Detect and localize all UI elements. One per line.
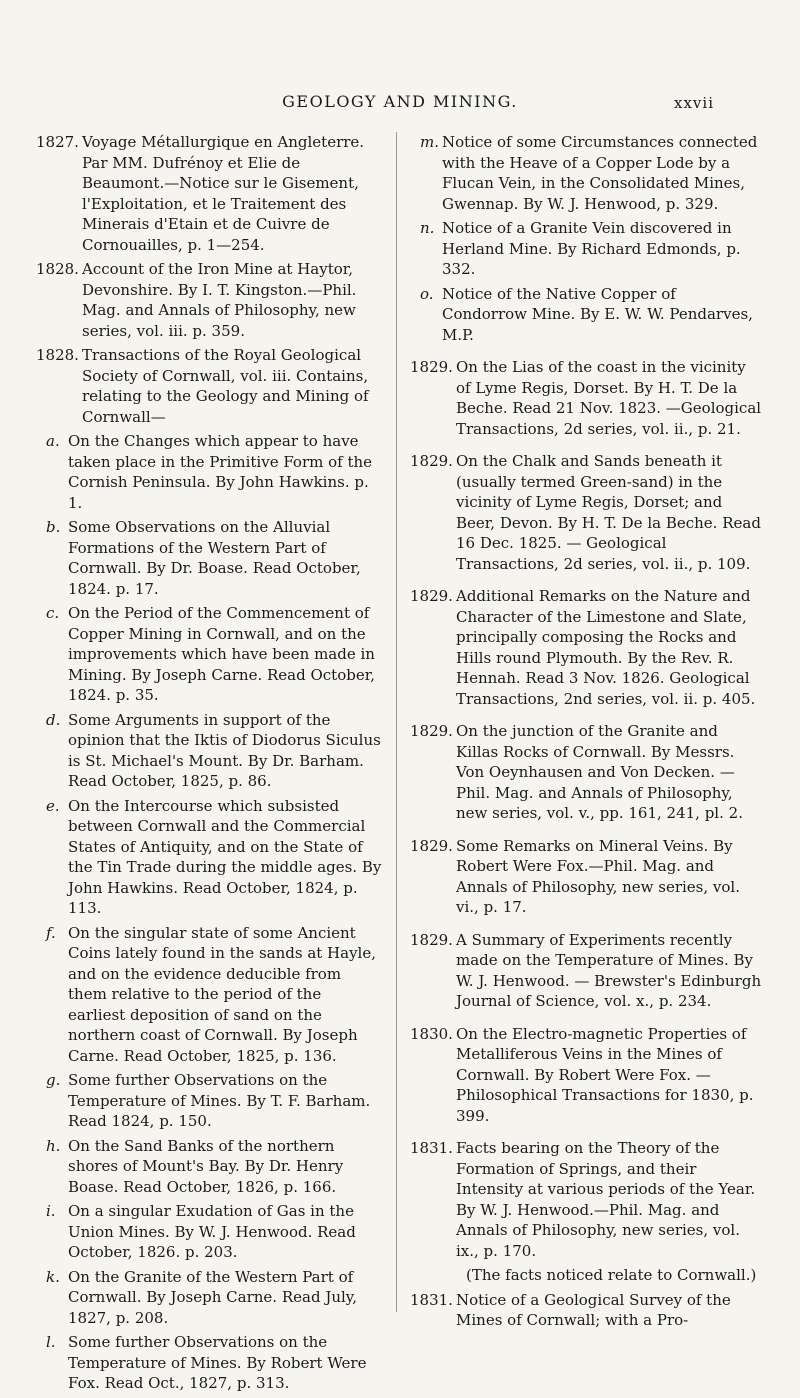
entry-year: 1828.	[36, 346, 79, 364]
entry-year: 1829.	[410, 587, 453, 605]
bibliography-entry	[36, 259, 382, 341]
sub-entry-label: e.	[46, 796, 60, 815]
bibliography-entry	[410, 451, 762, 574]
sub-entry-text: Notice of some Circumstances connected with the Heave of a Copper Lode by a Flucan Vein, in the Consolidated Mines, Gwennap. By W. J. Henwood, p. 329.	[442, 133, 758, 213]
entry-year: 1827.	[36, 133, 79, 151]
bibliography-entry	[36, 132, 382, 255]
sub-entry-label: o.	[420, 284, 434, 303]
sub-entry-text: On the Sand Banks of the northern shores of Mount's Bay. By Dr. Henry Boase. Read October, 1826, p. 166.	[68, 1136, 344, 1196]
entry-text: Some Remarks on Mineral Veins. By Robert Were Fox.—Phil. Mag. and Annals of Philosophy, new series, vol. vi., p. 17.	[456, 836, 740, 916]
entry-year: 1828.	[36, 260, 79, 278]
sub-entry-text: On the Intercourse which subsisted between Cornwall and the Commercial States of Antiquity, and on the State of the Tin Trade during the middle ages. By John Hawkins. Read October, 1824, p. 113.	[68, 796, 382, 917]
right-column	[410, 132, 762, 1343]
sub-entry-label: c.	[46, 604, 60, 622]
sub-entry-text: Some further Observations on the Temperature of Mines. By Robert Were Fox. Read Oct., 1827, p. 313.	[68, 1333, 367, 1392]
bibliography-entry	[410, 357, 762, 439]
sub-entry-text: On the Period of the Commencement of Copper Mining in Cornwall, and on the improvements which have been made in Mining. By Joseph Carne. Read October, 1824. p. 35.	[68, 604, 376, 704]
sub-entry-text: Some further Observations on the Temperature of Mines. By T. F. Barham. Read 1824, p. 150.	[68, 1071, 371, 1130]
sub-entry	[36, 1201, 382, 1263]
entry-year: 1831.	[410, 1139, 453, 1157]
sub-entry-label: i.	[46, 1202, 56, 1220]
bibliography-entry	[410, 1290, 762, 1331]
sub-entry-text: Notice of a Granite Vein discovered in Herland Mine. By Richard Edmonds, p. 332.	[442, 219, 741, 278]
entry-year: 1829.	[410, 722, 453, 740]
entry-text: Facts bearing on the Theory of the Formation of Springs, and their Intensity at various periods of the Year. By W. J. Henwood.—Phil. Mag. and Annals of Philosophy, new series, vol. ix., p. 170.	[456, 1139, 756, 1260]
entry-text: On the Chalk and Sands beneath it (usually termed Green-sand) in the vicinity of Lyme Regis, Dorset; and Beer, Devon. By H. T. De la Beche. Read 16 Dec. 1825. — Geological Transactions, 2d series, vol. ii., p. 109.	[456, 452, 761, 573]
sub-entry-label: k.	[46, 1267, 60, 1286]
sub-entry	[36, 923, 382, 1067]
bibliography-entry	[410, 1024, 762, 1127]
sub-entry	[36, 517, 382, 599]
sub-entry-text: Some Arguments in support of the opinion that the Iktis of Diodorus Siculus is St. Michael's Mount. By Dr. Barham. Read October, 1825, p. 86.	[68, 710, 381, 790]
sub-entry	[36, 1332, 382, 1394]
sub-entry	[36, 1136, 382, 1198]
sub-entry	[36, 710, 382, 792]
sub-entry	[36, 796, 382, 919]
sub-entry-label: l.	[46, 1333, 56, 1351]
sub-entry-text: On the singular state of some Ancient Coins lately found in the sands at Hayle, and on the evidence deducible from them relative to the period of the earliest deposition of sand on the northern coast of Cornwall. By Joseph Carne. Read October, 1825, p. 136.	[68, 923, 376, 1065]
sub-entry-label: g.	[46, 1071, 61, 1089]
sub-entry	[410, 284, 762, 346]
entry-text: Transactions of the Royal Geological Society of Cornwall, vol. iii. Contains, relating to the Geology and Mining of Cornwall—	[82, 346, 369, 426]
sub-entry-text: On the Changes which appear to have taken place in the Primitive Form of the Cornish Peninsula. By John Hawkins. p. 1.	[68, 432, 373, 512]
sub-entry-label: n.	[420, 219, 435, 237]
sub-entry	[410, 132, 762, 214]
sub-entry-text: On the Granite of the Western Part of Cornwall. By Joseph Carne. Read July, 1827, p. 208.	[68, 1267, 358, 1327]
bibliography-entry	[410, 721, 762, 824]
sub-entry-text: On a singular Exudation of Gas in the Union Mines. By W. J. Henwood. Read October, 1826. p. 203.	[68, 1202, 356, 1261]
entry-text: Account of the Iron Mine at Haytor, Devonshire. By I. T. Kingston.—Phil. Mag. and Annals of Philosophy, new series, vol. iii. p. 359.	[82, 260, 357, 340]
entry-year: 1829.	[410, 836, 453, 855]
column-divider	[396, 132, 397, 1312]
bibliography-entry	[410, 836, 762, 918]
sub-entry-label: f.	[46, 923, 56, 942]
entry-text: On the junction of the Granite and Killas Rocks of Cornwall. By Messrs. Von Oeynhausen and Von Decken. —Phil. Mag. and Annals of Philosophy, new series, vol. v., pp. 161, 241, pl. 2.	[456, 722, 743, 822]
entry-text: On the Lias of the coast in the vicinity of Lyme Regis, Dorset. By H. T. De la Beche. Read 21 Nov. 1823. —Geological Transactions, 2d series, vol. ii., p. 21.	[456, 358, 762, 438]
sub-entry-label: b.	[46, 518, 61, 536]
entry-note: (The facts noticed relate to Cornwall.)	[466, 1266, 757, 1284]
page-number: xxvii	[674, 94, 714, 112]
sub-entry-label: d.	[46, 710, 61, 729]
sub-entry	[410, 218, 762, 280]
sub-entry-label: a.	[46, 432, 60, 450]
sub-entry	[36, 603, 382, 706]
page-header	[0, 92, 800, 116]
sub-entry-label: m.	[420, 133, 439, 151]
running-title: GEOLOGY AND MINING.	[282, 92, 518, 111]
entry-year: 1831.	[410, 1290, 453, 1309]
sub-entry-text: Some Observations on the Alluvial Formations of the Western Part of Cornwall. By Dr. Boase. Read October, 1824. p. 17.	[68, 518, 361, 598]
sub-entry-label: h.	[46, 1136, 61, 1155]
bibliography-entry	[36, 345, 382, 427]
entry-year: 1829.	[410, 358, 453, 376]
bibliography-entry	[410, 1138, 762, 1261]
entry-text: Notice of a Geological Survey of the Mines of Cornwall; with a Pro-	[456, 1290, 731, 1329]
sub-entry	[36, 1267, 382, 1329]
sub-entry	[36, 431, 382, 513]
entry-text: Additional Remarks on the Nature and Character of the Limestone and Slate, principally composing the Rocks and Hills round Plymouth. By the Rev. R. Hennah. Read 3 Nov. 1826. Geological Transactions, 2nd series, vol. ii. p. 405.	[456, 587, 756, 708]
entry-year: 1829.	[410, 452, 453, 470]
bibliography-entry	[410, 930, 762, 1012]
left-column	[36, 132, 382, 1398]
bibliography-entry	[410, 586, 762, 709]
entry-year: 1829.	[410, 930, 453, 949]
sub-entry-text: Notice of the Native Copper of Condorrow Mine. By E. W. W. Pendarves, M.P.	[442, 284, 753, 344]
entry-text: Voyage Métallurgique en Angleterre. Par MM. Dufrénoy et Elie de Beaumont.—Notice sur le Gisement, l'Exploitation, et le Traitement des Minerais d'Etain et de Cuivre de Cornouailles, p. 1—254.	[82, 133, 365, 254]
sub-entry	[36, 1070, 382, 1132]
entry-text: A Summary of Experiments recently made on the Temperature of Mines. By W. J. Henwood. — Brewster's Edinburgh Journal of Science, vol. x., p. 234.	[456, 930, 762, 1010]
entry-text: On the Electro-magnetic Properties of Metalliferous Veins in the Mines of Cornwall. By Robert Were Fox. — Philosophical Transactions for 1830, p. 399.	[456, 1024, 754, 1125]
entry-year: 1830.	[410, 1024, 453, 1043]
